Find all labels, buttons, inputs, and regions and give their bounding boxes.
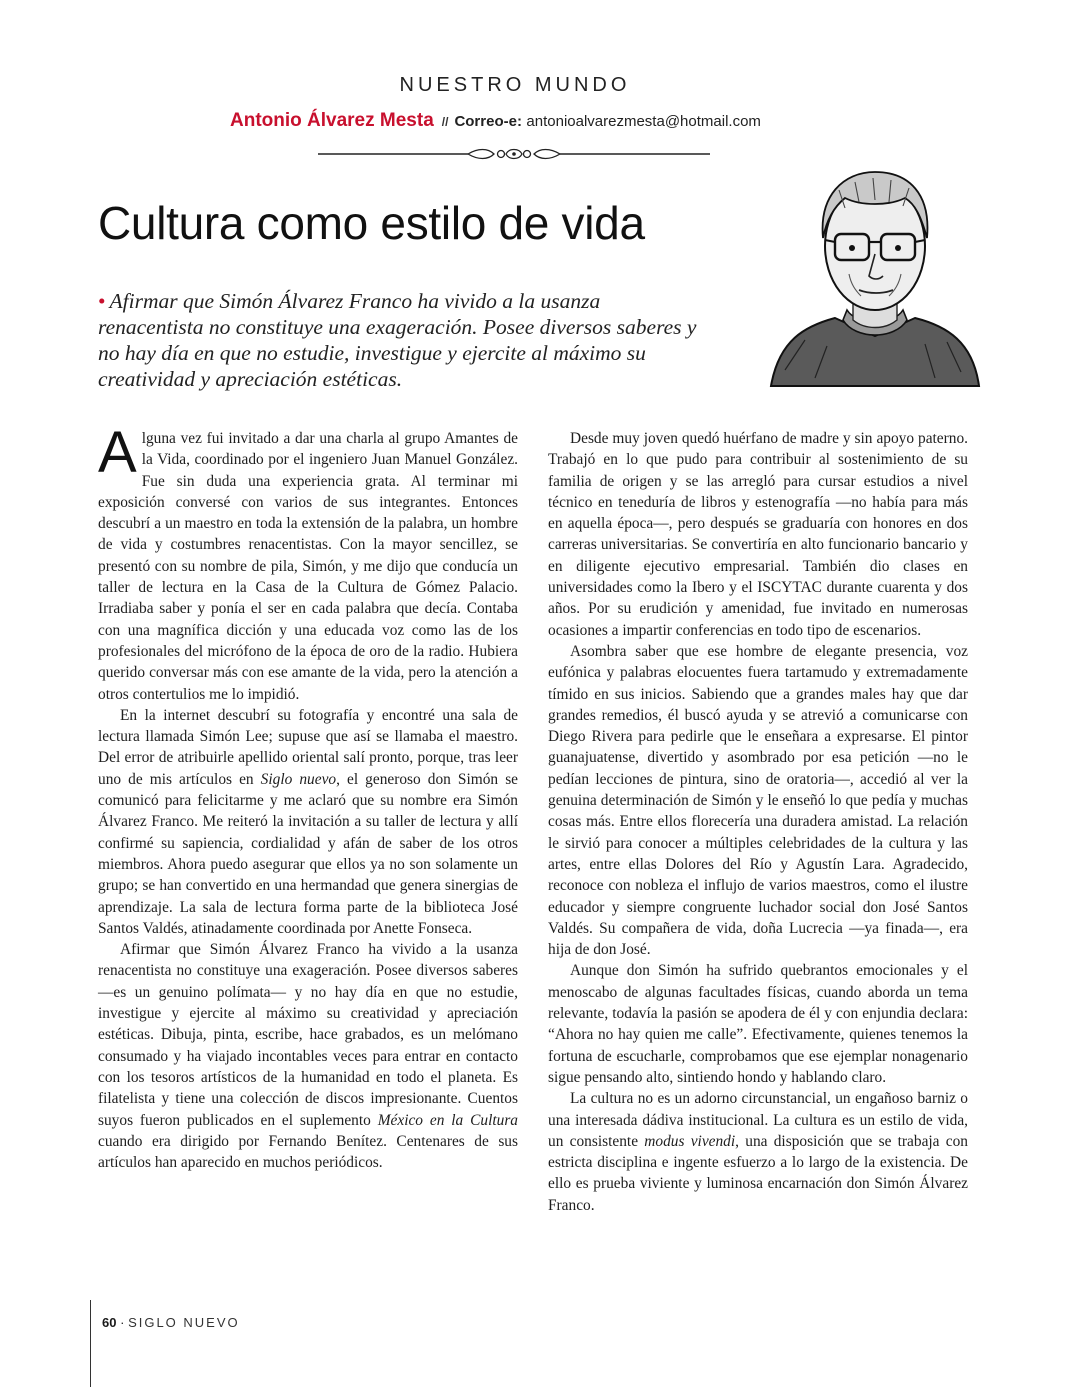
author-portrait-icon bbox=[765, 150, 985, 398]
paragraph-1-text: lguna vez fui invitado a dar una charla al grupo Amantes de la Vida, coordinado por el ingeniero Juan Manuel González. Fue sin duda una experiencia grata. Al terminar mi exposición conversé con varios de sus integrantes. Entonces descubrí a un maestro en toda la extensión de la palabra, un hombre de vida y costumbres renacentistas. Con la mayor sencillez, se presentó con su nombre de pila, Simón, y me dijo que conducía un taller de lectura en la Casa de la Cultura de Gómez Palacio. Irradiaba saber y ponía el ser en cada palabra que decía. Contaba con una magnífica dicción y una educada voz como las de los profesionales del micrófono de la época de oro de la radio. Hubiera querido conversar más con ese amante de la vida, pero la atención a otros contertulios me lo impidió. bbox=[98, 430, 518, 703]
article-paragraph-6: Aunque don Simón ha sufrido quebrantos emocionales y el menoscabo de algunas facultades físicas, cuando aborda un tema relevante, todavía la pasión se apodera de él y con enjundia declara: “Ahora no hay quien me calle”. Efectivamente, quienes tenemos la fortuna de escucharle, comprobamos que ese ejemplar nonagenario sigue pensando alto, sintiendo hondo y hablando claro. bbox=[548, 962, 968, 1086]
page-number: 60 bbox=[102, 1315, 117, 1330]
byline bbox=[230, 110, 761, 132]
email-address[interactable]: antonioalvarezmesta@hotmail.com bbox=[526, 113, 761, 130]
section-label: NUESTRO MUNDO bbox=[399, 74, 631, 96]
paragraph-7-text-a: La cultura no es un adorno circunstancial, un engañoso barniz o una interesada dádiva institucional. La cultura es un estilo de vida, un consistente bbox=[548, 1090, 968, 1150]
footer-rule bbox=[90, 1300, 91, 1387]
article-paragraph-7 bbox=[548, 1088, 968, 1216]
paragraph-2-italic: Siglo nuevo bbox=[260, 770, 337, 788]
paragraph-7-italic: modus vivendi bbox=[644, 1132, 736, 1150]
article-paragraph-4: Desde muy joven quedó huérfano de madre y sin apoyo paterno. Trabajó en lo que pudo para contribuir al sostenimiento de su familia de origen y se las arregló para cursar estudios a nivel técnico en teneduría de libros y estenografía —no había para más en aquella época—, pero después se graduaría con honores en dos carreras universitarias. Se convertiría en alto funcionario bancario y en diligente ejecutivo empresarial. También dio clases en universidades como la Ibero y el ISCYTAC durante cuarenta y dos años. Por su erudición y amenidad, fue invitado en numerosas ocasiones a impartir conferencias en todo tipo de escenarios. bbox=[548, 430, 968, 639]
publication-name: SIGLO NUEVO bbox=[128, 1315, 240, 1330]
article-column-left bbox=[98, 420, 519, 1173]
article-paragraph-2 bbox=[98, 705, 518, 939]
lead-text: Afirmar que Simón Álvarez Franco ha vivido a la usanza renacentista no constituye una exageración. Posee diversos saberes y no hay día en que no estudie, investigue y ejercite al máximo su creatividad y apreciación estéticas. bbox=[98, 289, 697, 391]
article-paragraph-5: Asombra saber que ese hombre de elegante presencia, voz eufónica y palabras elocuentes fuera tartamudo y extremadamente tímido en sus inicios. Sabiendo que a grandes males hay que dar grandes remedios, él buscó ayuda y se atrevió a comunicarse con Diego Rivera para pedirle que le enseñara a expresarse. El pintor guanajuatense, divertido y asombrado por esa petición —no le pedían lecciones de pintura, sino de oratoria—, accedió al ver la genuina determinación de Simón y le enseñó lo que pedía y muchas cosas más. Entre ellos florecería una duradera amistad. La relación le sirvió para conocer a múltiples celebridades de la cultura y las artes, entre ellas Dolores del Río y Agustín Lara. Agradecido, reconoce con nobleza el influjo de varios maestros, como el ilustre educador y siempre congruente luchador social don José Santos Valdés. Su compañera de vida, doña Lucrecia —ya finada—, era hija de don José. bbox=[548, 642, 968, 959]
ornamental-divider-icon bbox=[318, 144, 710, 164]
drop-cap: A bbox=[98, 420, 137, 485]
paragraph-3-italic: México en la Cultura bbox=[377, 1111, 518, 1129]
paragraph-2-text-a: En la internet descubrí su fotografía y encontré una sala de lectura llamada Simón Lee; supuse que así se llamaba el maestro. Del error de atribuirle apellido oriental salí pronto, porque, tras leer uno de mis artículos en bbox=[98, 706, 518, 788]
paragraph-2-text-b: , el generoso don Simón se comunicó para felicitarme y me aclaró que su nombre era Simón Álvarez Franco. Me reiteró la invitación a su taller de lectura y allí confirmé su sapiencia, cordialidad y afán de saber de los otros miembros. Ahora puedo asegurar que ellos ya no son solamente un grupo; se han convertido en una hermandad que genera sinergias de aprendizaje. La sala de lectura forma parte de la biblioteca José Santos Valdés, atinadamente coordinada por Anette Fonseca. bbox=[98, 770, 519, 937]
bullet-icon: • bbox=[98, 289, 106, 313]
paragraph-3-text-a: Afirmar que Simón Álvarez Franco ha vivido a la usanza renacentista no constituye una exageración. Posee diversos saberes —es un genuino polímata— y no hay día en que no estudie, investigue y ejercite al máximo su creatividad y apreciación estéticas. Dibuja, pinta, escribe, hace grabados, es un melómano consumado y ha viajado incontables veces para entrar en contacto con los tesoros artísticos de la humanidad en todo el planeta. Es filatelista y tiene una colección de discos impresionante. Cuentos suyos fueron publicados en el suplemento bbox=[98, 941, 518, 1129]
byline-separator: // bbox=[441, 115, 449, 129]
email-label: Correo-e: bbox=[454, 113, 522, 130]
article-paragraph-3 bbox=[98, 939, 518, 1173]
lead-paragraph bbox=[98, 288, 698, 392]
paragraph-3-text-b: cuando era dirigido por Fernando Benítez. Centenares de sus artículos han aparecido en muchos periódicos. bbox=[98, 1132, 518, 1172]
page-footer bbox=[102, 1315, 240, 1330]
paragraph-7-text-b: , una disposición que se trabaja con estricta disciplina e ingente esfuerzo a lo largo de la existencia. De ello es prueba viviente y luminosa encarnación don Simón Álvarez Franco. bbox=[548, 1132, 968, 1214]
author-name: Antonio Álvarez Mesta bbox=[230, 110, 434, 131]
footer-dot: · bbox=[120, 1315, 125, 1330]
article-column-right bbox=[548, 428, 968, 1216]
article-title: Cultura como estilo de vida bbox=[98, 197, 645, 249]
article-paragraph-1 bbox=[98, 420, 518, 705]
